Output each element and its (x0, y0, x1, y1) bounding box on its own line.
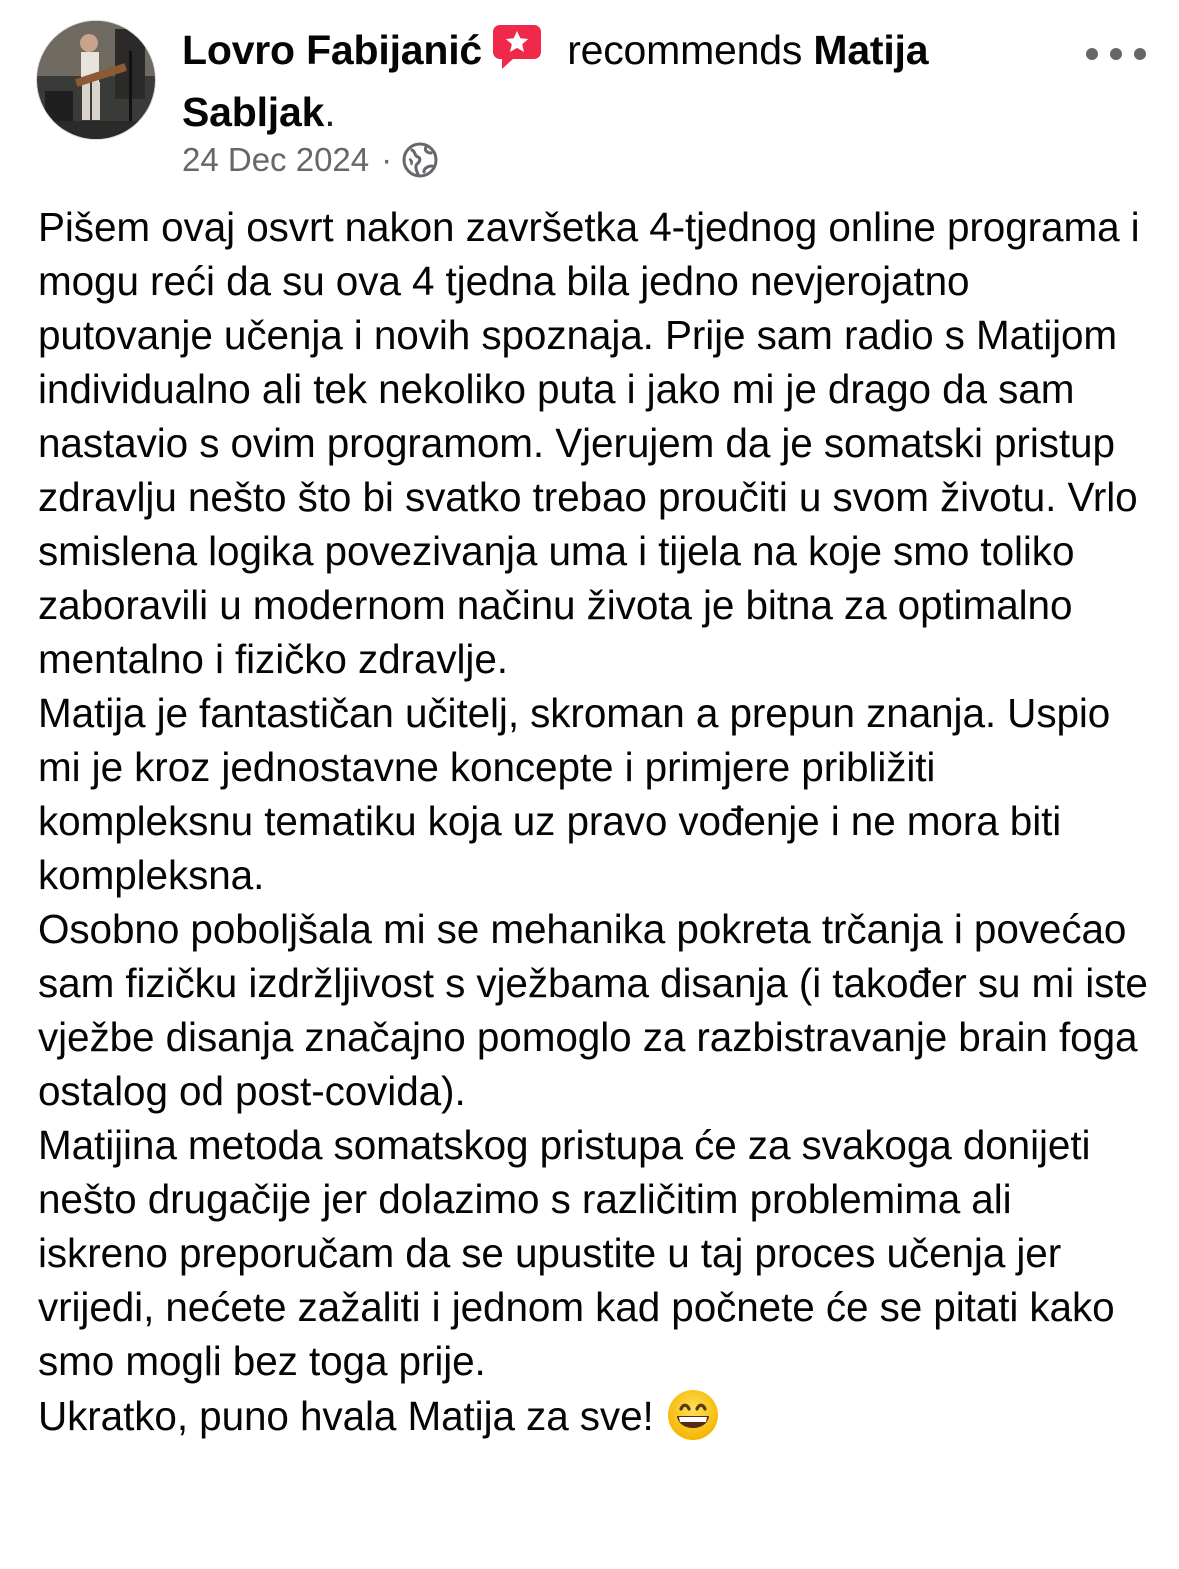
recommendation-badge-icon (492, 24, 542, 84)
post-closing-text: Ukratko, puno hvala Matija za sve! (38, 1393, 654, 1439)
avatar[interactable] (36, 20, 156, 140)
more-dot (1134, 48, 1146, 60)
grinning-face-emoji-icon (666, 1388, 720, 1442)
post-paragraph: Osobno poboljšala mi se mehanika pokreta trčanja i povećao sam fizičku izdržljivost s vježbama disanja (i također su mi iste vježbe disanja značajno pomoglo za razbistravanje brain foga ostalog od post-covida). (38, 906, 1148, 1114)
globe-icon[interactable] (402, 142, 438, 178)
author-name[interactable]: Lovro Fabijanić (182, 27, 482, 73)
more-dot (1086, 48, 1098, 60)
post-paragraph: Pišem ovaj osvrt nakon završetka 4-tjednog online programa i mogu reći da su ova 4 tjedna bila jedno nevjerojatno putovanje učenja i novih spoznaja. Prije sam radio s Matijom individualno ali tek nekoliko puta i jako mi je drago da sam nastavio s ovim programom. Vjerujem da je somatski pristup zdravlju nešto što bi svatko trebao proučiti u svom životu. Vrlo smislena logika povezivanja uma i tijela na koje smo toliko zaboravili u modernom načinu života je bitna za optimalno mentalno i fizičko zdravlje. (38, 204, 1140, 682)
more-dot (1110, 48, 1122, 60)
recommends-text: recommends (556, 27, 814, 73)
post-closing (38, 1388, 1148, 1443)
post-title (182, 22, 1062, 140)
meta-separator: · (381, 141, 393, 178)
title-period: . (324, 89, 336, 135)
post-meta (182, 138, 438, 182)
post-paragraph: Matijina metoda somatskog pristupa će za svakoga donijeti nešto drugačije jer dolazimo s različitim problemima ali iskreno preporučam da se upustite u taj proces učenja jer vrijedi, nećete zažaliti i jednom kad počnete će se pitati kako smo mogli bez toga prije. (38, 1122, 1115, 1384)
post-text (38, 200, 1148, 1443)
post-paragraph: Matija je fantastičan učitelj, skroman a prepun znanja. Uspio mi je kroz jednostavne koncepte i primjere približiti kompleksnu tematiku koja uz pravo vođenje i ne mora biti kompleksna. (38, 690, 1111, 898)
post-header (36, 20, 1146, 190)
recommended-page-name[interactable]: Matija Sabljak (182, 27, 929, 135)
more-options-icon[interactable] (1086, 34, 1146, 74)
post-date[interactable]: 24 Dec 2024 (182, 141, 370, 178)
avatar-photo (37, 21, 156, 140)
